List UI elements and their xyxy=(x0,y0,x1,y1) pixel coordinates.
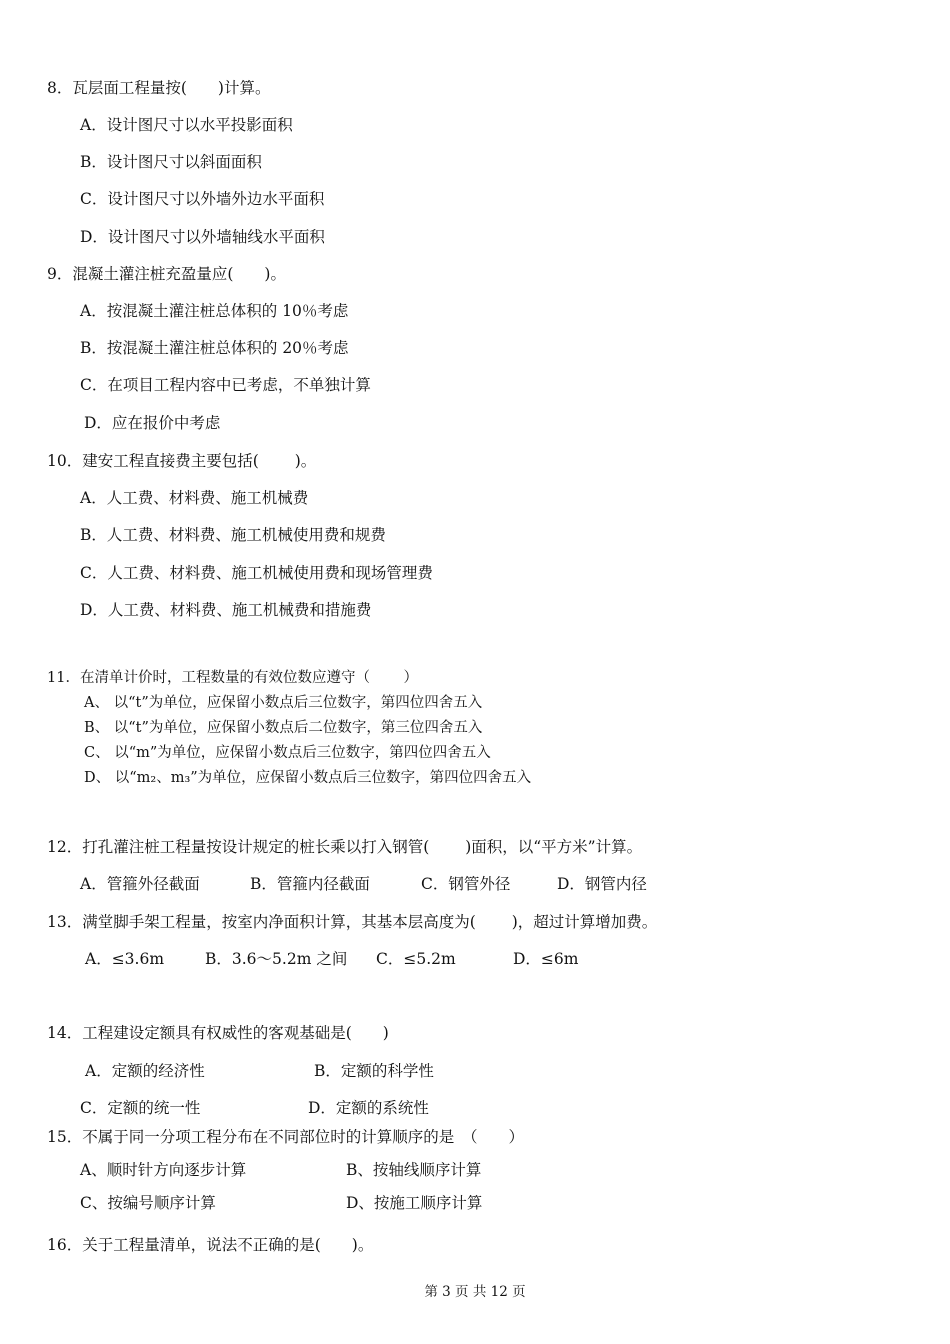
option-c: C、按编号顺序计算 xyxy=(80,1194,216,1212)
option-a: A．≤3.6m xyxy=(85,950,165,968)
option-b: B．按混凝土灌注桩总体积的 20％考虑 xyxy=(80,339,349,357)
option-d: D．应在报价中考虑 xyxy=(84,414,221,432)
option-c: C、 以“m”为单位，应保留小数点后三位数字，第四位四舍五入 xyxy=(84,745,491,761)
option-a: A．人工费、材料费、施工机械费 xyxy=(80,489,309,507)
option-d: D、按施工顺序计算 xyxy=(346,1194,483,1212)
option-a: A．按混凝土灌注桩总体积的 10％考虑 xyxy=(80,302,349,320)
option-c: C．设计图尺寸以外墙外边水平面积 xyxy=(80,190,325,208)
question-stem: 12．打孔灌注桩工程量按设计规定的桩长乘以打入钢管( )面积，以“平方米”计算。 xyxy=(47,838,643,856)
option-a: A、顺时针方向逐步计算 xyxy=(80,1161,247,1179)
question-stem: 13．满堂脚手架工程量，按室内净面积计算，其基本层高度为( )，超过计算增加费。 xyxy=(47,913,658,931)
page-footer: 第 3 页 共 12 页 xyxy=(424,1284,526,1300)
question-stem: 14．工程建设定额具有权威性的客观基础是( ) xyxy=(47,1024,389,1042)
option-b: B．设计图尺寸以斜面面积 xyxy=(80,153,262,171)
option-d: D．设计图尺寸以外墙轴线水平面积 xyxy=(80,228,325,246)
option-d: D．≤6m xyxy=(513,950,579,968)
question-stem: 15．不属于同一分项工程分布在不同部位时的计算顺序的是 （ ） xyxy=(47,1128,524,1146)
option-c: C．定额的统一性 xyxy=(80,1099,201,1117)
option-a: A．管箍外径截面 xyxy=(80,875,200,893)
option-d: D．人工费、材料费、施工机械费和措施费 xyxy=(80,601,372,619)
option-a: A．定额的经济性 xyxy=(85,1062,205,1080)
question-stem: 8．瓦层面工程量按( )计算。 xyxy=(47,79,271,97)
option-c: C．人工费、材料费、施工机械使用费和现场管理费 xyxy=(80,564,433,582)
option-d: D．钢管内径 xyxy=(557,875,647,893)
option-a: A．设计图尺寸以水平投影面积 xyxy=(80,116,293,134)
option-b: B．人工费、材料费、施工机械使用费和规费 xyxy=(80,526,386,544)
option-a: A、 以“t”为单位，应保留小数点后三位数字，第四位四舍五入 xyxy=(84,695,483,711)
option-b: B．定额的科学性 xyxy=(314,1062,434,1080)
option-c: C．在项目工程内容中已考虑，不单独计算 xyxy=(80,376,371,394)
question-stem: 9．混凝土灌注桩充盈量应( )。 xyxy=(47,265,286,283)
option-c: C．钢管外径 xyxy=(421,875,511,893)
option-b: B、 以“t”为单位，应保留小数点后二位数字，第三位四舍五入 xyxy=(84,720,483,736)
option-d: D、 以“m₂、m₃”为单位，应保留小数点后三位数字，第四位四舍五入 xyxy=(84,770,532,786)
question-stem: 16．关于工程量清单，说法不正确的是( )。 xyxy=(47,1236,374,1254)
option-b: B．3.6～5.2m 之间 xyxy=(205,950,348,968)
option-d: D．定额的系统性 xyxy=(308,1099,429,1117)
question-stem: 11．在清单计价时，工程数量的有效位数应遵守（ ） xyxy=(47,670,419,686)
option-b: B．管箍内径截面 xyxy=(250,875,370,893)
option-c: C．≤5.2m xyxy=(376,950,456,968)
option-b: B、按轴线顺序计算 xyxy=(346,1161,482,1179)
question-stem: 10．建安工程直接费主要包括( )。 xyxy=(47,452,317,470)
